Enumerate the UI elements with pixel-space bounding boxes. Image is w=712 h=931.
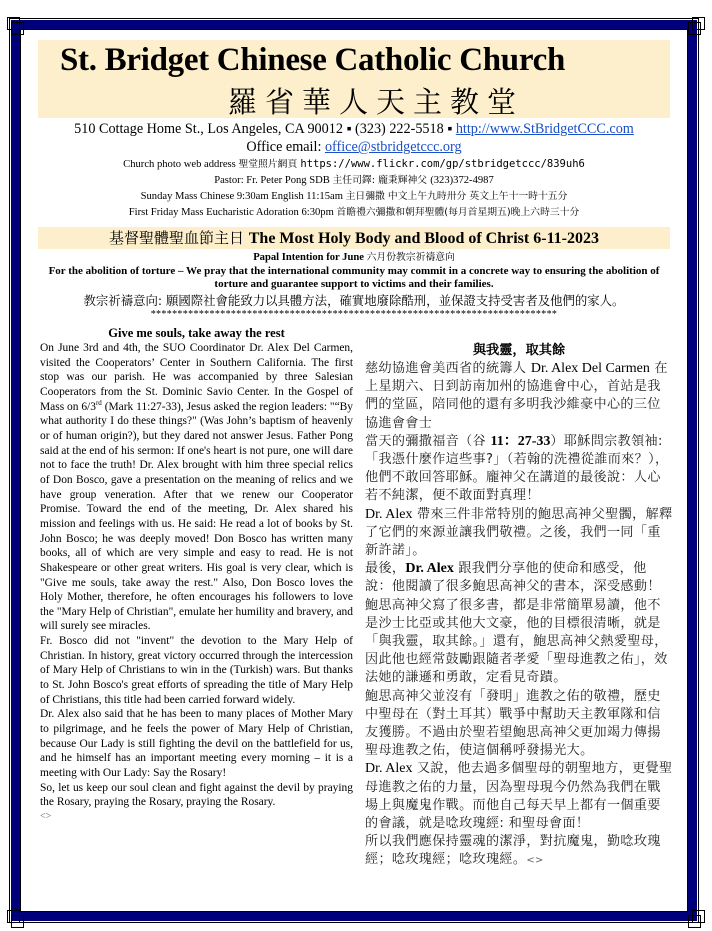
contact-info	[28, 120, 680, 221]
corner-ornament	[688, 22, 701, 35]
article-zh-name: Dr. Alex	[405, 561, 454, 577]
scripture-ref: 11：27-33	[490, 433, 551, 449]
article-zh-text: 跟我們分享他的使命和感受，他說：他閱讀了很多鮑思高神父的書本，深受感動！鮑思高神父寫了很多書，都是非常簡單易讀，他不是沙士比亞或其他大文豪，他的目標很清晰，就是「與我靈，取其餘。」還有，鮑思高神父熱愛聖母，因此他也經常鼓勵跟隨者孝愛「聖母進教之佑」，效法她的謙遜和勇敢，定看見奇蹟。	[365, 561, 668, 686]
end-mark: <>	[526, 855, 544, 867]
bulletin-header	[28, 40, 680, 320]
corner-ornament	[11, 22, 24, 35]
feast-banner	[38, 227, 670, 249]
article-zh-paragraph	[365, 833, 673, 870]
church-name-en: St. Bridget Chinese Catholic Church	[60, 42, 565, 78]
sunday-mass-en: Sunday Mass Chinese 9:30am English 11:15am	[140, 191, 346, 202]
papal-title	[28, 251, 680, 265]
article-en-paragraph: So, let us keep our soul clean and fight against the devil by praying the Rosary, praying the Rosary, praying the Rosary.	[40, 781, 353, 809]
article-zh-name: Dr. Alex Del Carmen	[530, 361, 650, 376]
first-friday-line	[28, 205, 680, 221]
pastor-zh: 主任司鐸: 龐秉輝神父	[332, 175, 431, 186]
photo-line	[28, 156, 680, 173]
article-en-paragraph	[40, 341, 353, 634]
article-zh-paragraph: 鮑思高神父並沒有「發明」進教之佑的敬禮，歷史中聖母在（對土耳其）戰爭中幫助天主教軍隊和信友獲勝。不過由於聖若望鮑思高神父更加竭力傳揚聖母進教之佑，使這個稱呼發揚光大。	[365, 688, 661, 759]
pastor-line	[28, 173, 680, 189]
article-en-text: On June 3rd and 4th, the SUO Coordinator Dr. Alex Del Carmen, visited the Cooperators’ Center in Southern California. The first stop was our parish. He was accompanied by three Salesian Cooperators from the St. Dominic Savio Center. In the Gospel of Mass on 6/3	[40, 342, 353, 413]
article-zh-text: 又說，他去過多個聖母的朝聖地方，更覺聖母進教之佑的力量，因為聖母現今仍然為我們在戰場上與魔鬼作戰。而他自己每天早上都有一個重要的會議，就是唸玫瑰經: 和聖母會面！	[365, 761, 673, 832]
article-chinese	[365, 342, 673, 871]
article-zh-paragraph	[365, 560, 673, 687]
article-zh-paragraph	[365, 433, 673, 506]
article-en-paragraph: Dr. Alex also said that he has been to many places of Mother Mary to pilgrimage, and he feels the power of Mary Help of Christian, because Our Lady is still fighting the devil on the battlefield for us, and he himself has an important meeting every morning – it is a meeting with Our Lady: Say the Rosary!	[40, 708, 353, 780]
photo-url: https://www.flickr.com/gp/stbridgetccc/839uh6	[300, 158, 585, 170]
pastor-label: Pastor: Fr. Peter Pong SDB	[214, 175, 333, 186]
article-zh-text: 當天的彌撒福音（谷	[365, 433, 491, 449]
photo-label-zh: 聖堂照片網頁	[238, 159, 301, 170]
papal-intention	[28, 251, 680, 320]
website-link[interactable]: http://www.StBridgetCCC.com	[455, 121, 634, 137]
article-zh-name: Dr. Alex	[365, 506, 413, 522]
email-line	[28, 138, 680, 156]
first-friday-zh: 首瞻禮六彌撒和朝拜聖體(每月首星期五)晚上六時三十分	[336, 207, 580, 218]
first-friday-en: First Friday Mass Eucharistic Adoration 6:30pm	[128, 207, 337, 218]
address: 510 Cottage Home St., Los Angeles, CA 90012 ▪ (323) 222-5518 ▪	[74, 121, 456, 137]
photo-label: Church photo web address	[123, 159, 239, 170]
email-link[interactable]: office@stbridgetccc.org	[324, 139, 462, 155]
article-zh-text: ）耶穌問宗教領袖:「我憑什麼作這些事?」（若翰的洗禮從誰而來？），他們不敢回答耶穌。龐神父在講道的最後說：人心若不純潔，便不敢面對真理！	[365, 433, 669, 504]
corner-ornament	[11, 915, 24, 928]
masthead	[38, 40, 670, 118]
article-zh-paragraph	[365, 760, 673, 833]
article-zh-name: Dr. Alex	[365, 761, 413, 777]
sunday-mass-line	[28, 189, 680, 205]
feast-en: The Most Holy Body and Blood of Christ 6-11-2023	[248, 230, 600, 247]
articles	[36, 326, 676, 911]
article-english	[40, 326, 353, 825]
article-zh-text: 所以我們應保持靈魂的潔淨，對抗魔鬼，勤唸玫瑰經；唸玫瑰經；唸玫瑰經。	[365, 834, 661, 868]
papal-title-zh: 六月份教宗祈禱意向	[366, 252, 455, 263]
superscript: rd	[95, 398, 102, 407]
article-zh-paragraph	[365, 360, 673, 433]
papal-body-en: For the abolition of torture – We pray that the international community may commit in a concrete way to ensuring the abolition of torture and guarantee support to victims and their families.	[48, 265, 660, 290]
papal-body-zh: 教宗祈禱意向: 願國際社會能致力以具體方法，確實地廢除酷刑，並保證支持受害者及他們的家人。	[83, 293, 625, 308]
article-en-text: (Mark 11:27-33), Jesus asked the region leaders: "“By what authority I do these things?" (Was John’s baptism of heavenly or of human origin?), but they dared not answer Jesus. Father Pong said at the end of his sermon: If one's heart is not pure, one will dare not to face the truth! Dr. Alex brought with him three special relics of Don Bosco, gave a presentation on the meaning of relics and we have group veneration. After that we renew our Cooperator Promise. Toward the end of the meeting, Dr. Alex shared his mission and feelings with us. He said: He read a lot of books by St. John Bosco; he was deeply moved! Don Bosco has written many books, all of which are very simple and easy to read. He is not Shakespeare or other great writers. His goal is very clear, which is "Give me souls, take away the rest." Also, Don Bosco loves the Holy Mother, therefore, he often encourages his followers to love the "Mary Help of Christian", emulate her humility and bravery, and will surely see miracles.	[40, 400, 354, 633]
church-name-zh: 羅省華人天主教堂	[228, 85, 525, 119]
address-line	[28, 120, 680, 138]
article-en-paragraph: Fr. Bosco did not "invent" the devotion to the Mary Help of Christian. In history, great victory occurred through the intercession of Mary Help of Christians to win in the (Turkish) wars. But thanks to St. John Bosco's great efforts of spreading the title of Mary Help of Christians, this title had been carried forward widely.	[40, 635, 353, 706]
end-mark: <>	[40, 811, 52, 822]
sunday-mass-zh: 主日彌撒 中文上午九時卅分 英文上午十一時十五分	[345, 191, 568, 202]
email-label: Office email:	[246, 139, 325, 155]
article-zh-paragraph	[365, 506, 673, 561]
separator-stars: ****************************************************************************	[150, 309, 558, 320]
article-zh-text: 帶來三件非常特別的鮑思高神父聖髑，解釋了它們的來源並讓我們敬禮。之後，我們一同「重新許諾」。	[365, 506, 673, 559]
corner-ornament	[688, 915, 701, 928]
article-zh-text: 最後，	[365, 561, 406, 577]
article-zh-text: 在上星期六、日到訪南加州的協進會中心，首站是我們的堂區，陪同他的還有多明我沙維豪中心的三位協進會會士	[365, 361, 668, 431]
pastor-phone: (323)372-4987	[430, 175, 494, 186]
article-zh-text: 慈幼協進會美西省的統籌人	[365, 361, 531, 376]
article-zh-heading: 與我靈，取其餘	[472, 343, 566, 358]
papal-title-en: Papal Intention for June	[253, 252, 367, 263]
feast-zh: 基督聖體聖血節主日	[108, 229, 249, 247]
article-en-heading: Give me souls, take away the rest	[108, 326, 285, 340]
